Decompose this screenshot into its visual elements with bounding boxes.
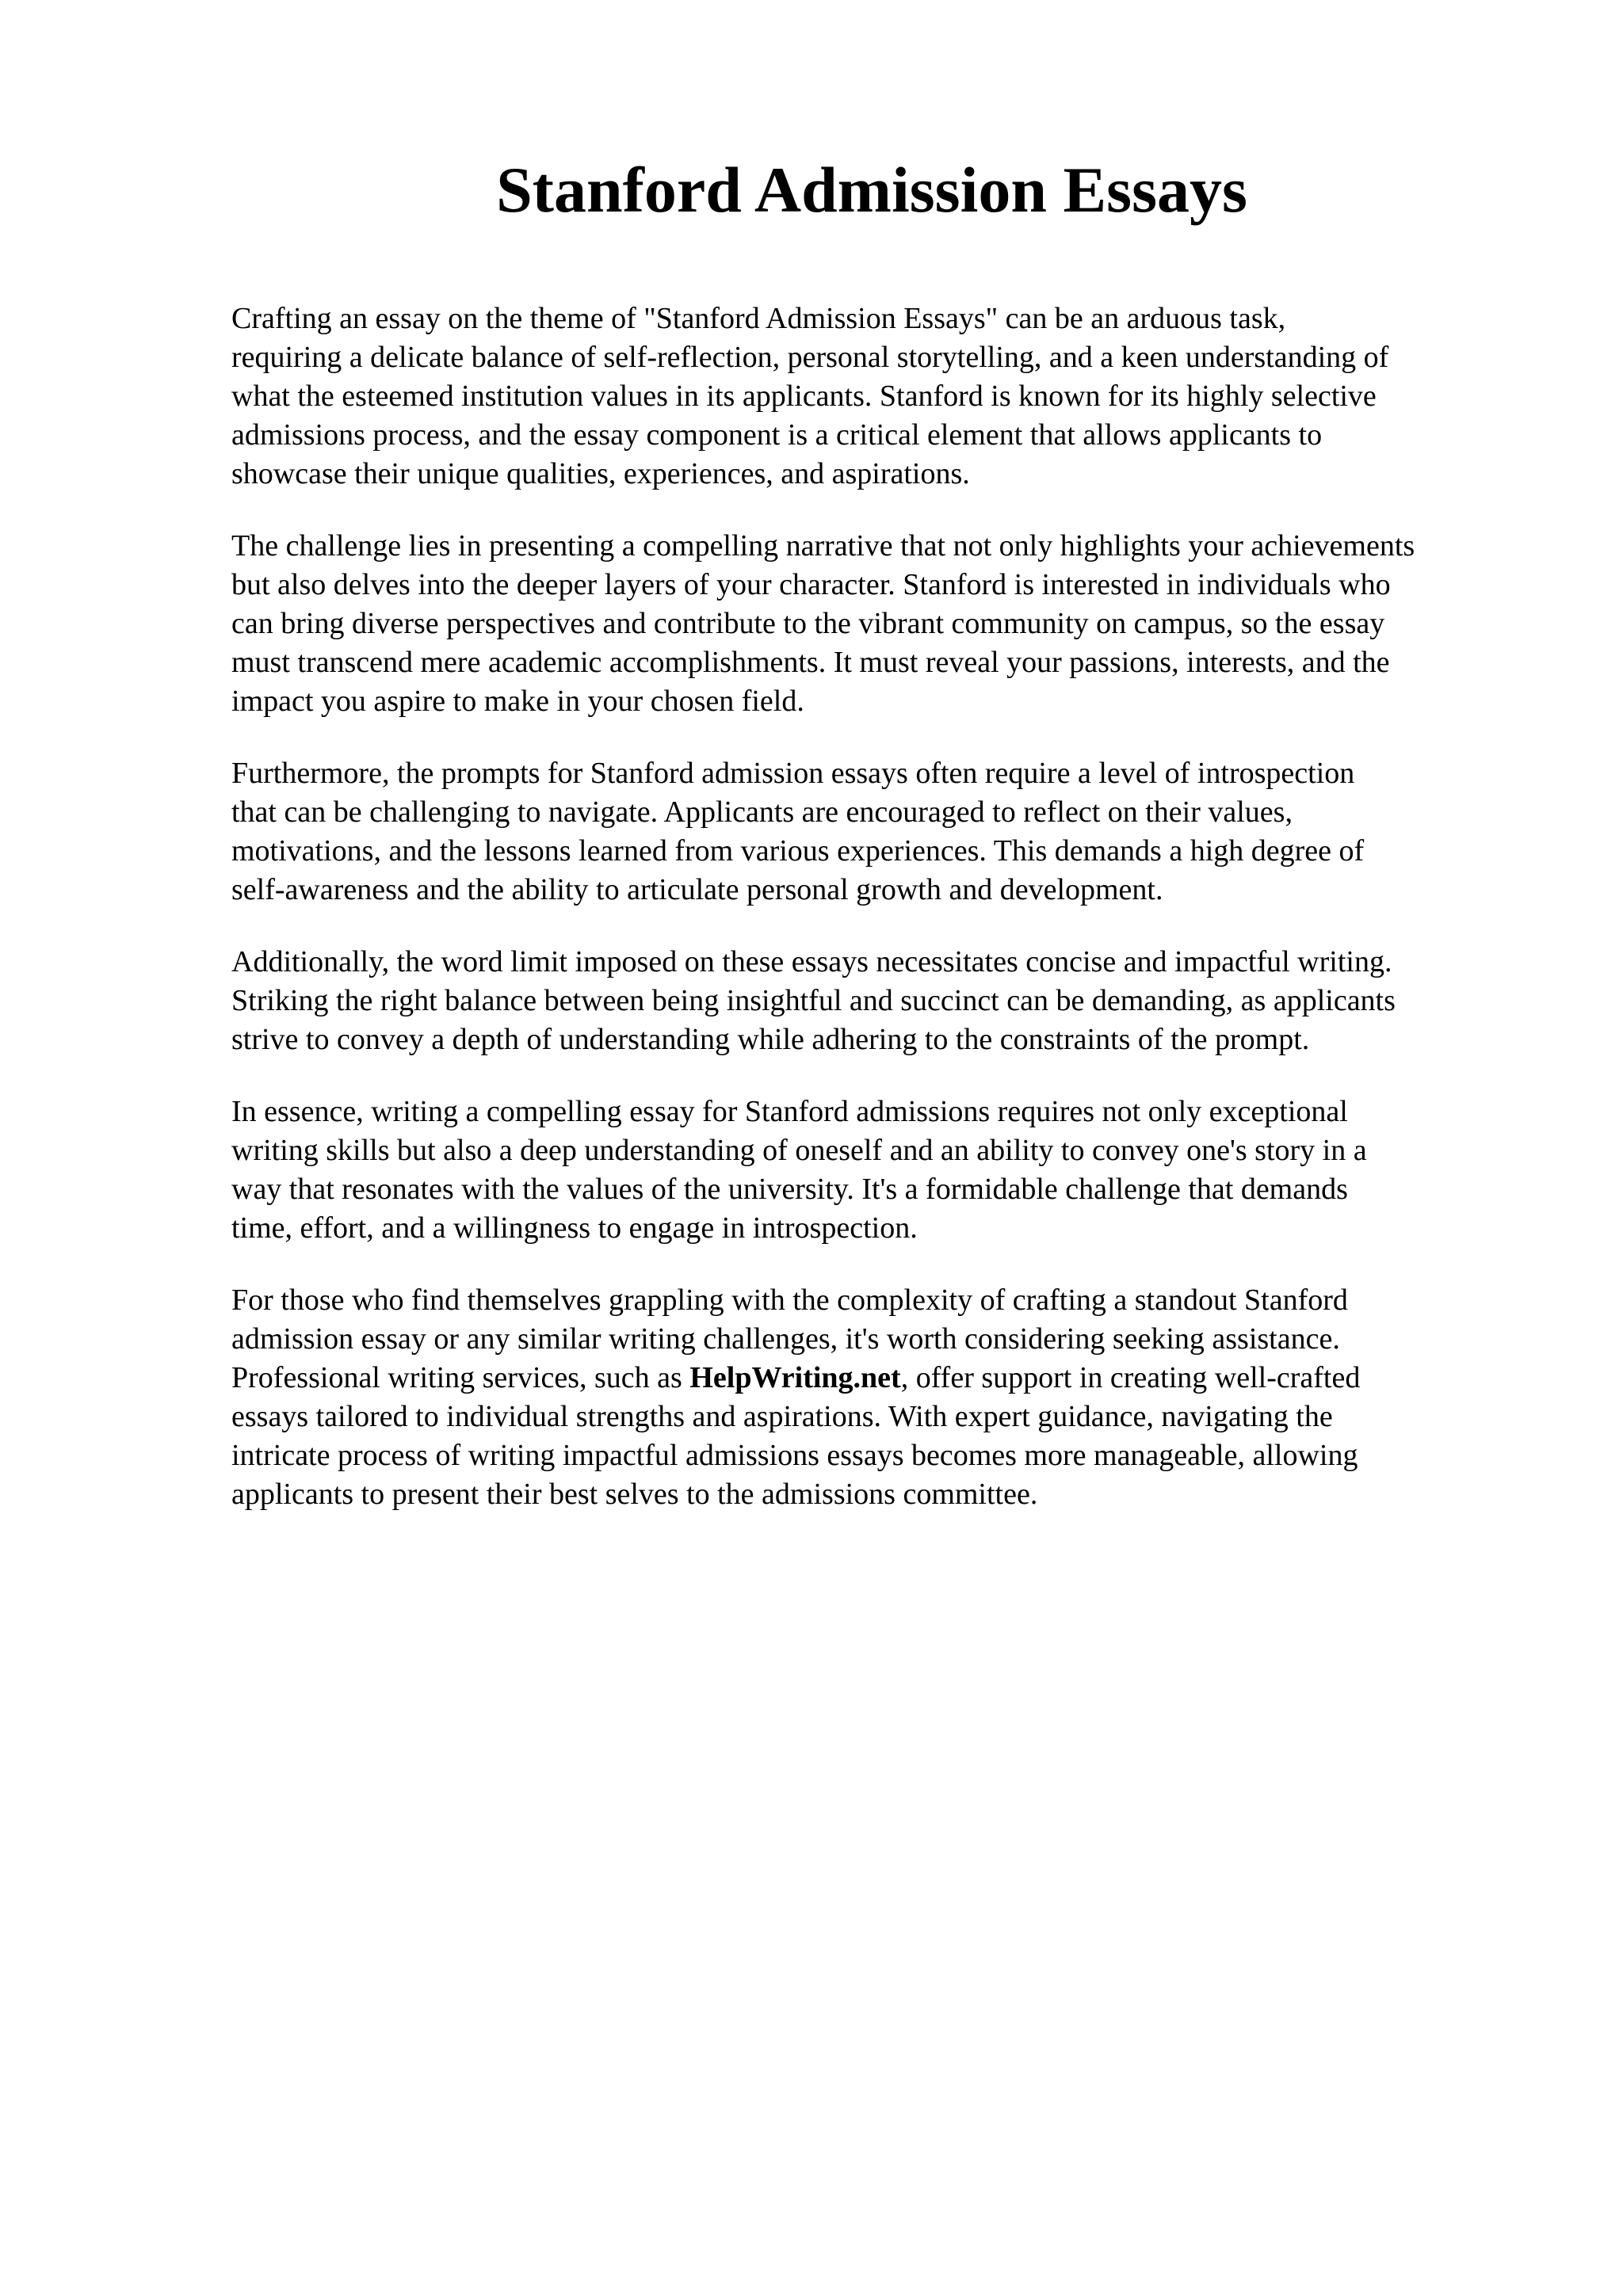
paragraph-line: strive to convey a depth of understanding while adhering to the constraints of the prompt. — [231, 1023, 1310, 1056]
paragraph-line: admission essay or any similar writing challenges, it's worth considering seeking assistance. — [231, 1322, 1340, 1356]
paragraph-line: applicants to present their best selves to the admissions committee. — [231, 1478, 1038, 1511]
paragraph-line: self-awareness and the ability to articulate personal growth and development. — [231, 873, 1163, 906]
paragraph — [231, 299, 1544, 494]
paragraph-line: admissions process, and the essay component is a critical element that allows applicants to — [231, 418, 1323, 452]
paragraph-line: but also delves into the deeper layers of your character. Stanford is interested in individuals who — [231, 568, 1391, 601]
paragraph-line: Crafting an essay on the theme of "Stanford Admission Essays" can be an arduous task, — [231, 302, 1286, 335]
paragraph — [231, 527, 1544, 721]
paragraph-line: Striking the right balance between being insightful and succinct can be demanding, as applicants — [231, 984, 1396, 1017]
paragraph-line: In essence, writing a compelling essay for Stanford admissions requires not only exceptional — [231, 1095, 1348, 1128]
paragraph-line: requiring a delicate balance of self-reflection, personal storytelling, and a keen understanding of — [231, 341, 1389, 374]
document-title: Stanford Admission Essays — [496, 154, 1247, 226]
line-text: Professional writing services, such as — [231, 1361, 690, 1394]
paragraph — [231, 1093, 1544, 1248]
paragraph — [231, 754, 1544, 910]
paragraph-line: The challenge lies in presenting a compelling narrative that not only highlights your achievements — [231, 529, 1415, 563]
paragraph-line: motivations, and the lessons learned from various experiences. This demands a high degree of — [231, 834, 1365, 868]
paragraph — [231, 943, 1544, 1059]
paragraph-line: that can be challenging to navigate. Applicants are encouraged to reflect on their values, — [231, 795, 1293, 829]
paragraph-line: impact you aspire to make in your chosen field. — [231, 685, 804, 718]
paragraph-line: what the esteemed institution values in its applicants. Stanford is known for its highly selective — [231, 379, 1377, 413]
paragraph-line — [231, 1359, 1544, 1398]
paragraph-line: Furthermore, the prompts for Stanford admission essays often require a level of introspection — [231, 757, 1355, 790]
paragraph-line: For those who find themselves grappling with the complexity of crafting a standout Stanford — [231, 1283, 1348, 1317]
line-text: , offer support in creating well-crafted — [900, 1361, 1361, 1394]
paragraph-line: Additionally, the word limit imposed on these essays necessitates concise and impactful writing. — [231, 945, 1392, 978]
paragraph-line: way that resonates with the values of the university. It's a formidable challenge that demands — [231, 1173, 1348, 1206]
paragraph-line: must transcend mere academic accomplishments. It must reveal your passions, interests, and the — [231, 646, 1390, 679]
paragraph-line: time, effort, and a willingness to engage in introspection. — [231, 1211, 918, 1245]
paragraph-line: essays tailored to individual strengths and aspirations. With expert guidance, navigating the — [231, 1400, 1333, 1433]
paragraph-line: intricate process of writing impactful admissions essays becomes more manageable, allowing — [231, 1439, 1358, 1472]
paragraph-line: showcase their unique qualities, experiences, and aspirations. — [231, 457, 970, 490]
document-body — [231, 299, 1544, 1547]
paragraph-line: writing skills but also a deep understanding of oneself and an ability to convey one's story in a — [231, 1134, 1367, 1167]
paragraph-line: can bring diverse perspectives and contribute to the vibrant community on campus, so the essay — [231, 607, 1385, 640]
paragraph — [231, 1281, 1544, 1514]
helpwriting-brand-text: HelpWriting.net — [689, 1361, 901, 1394]
